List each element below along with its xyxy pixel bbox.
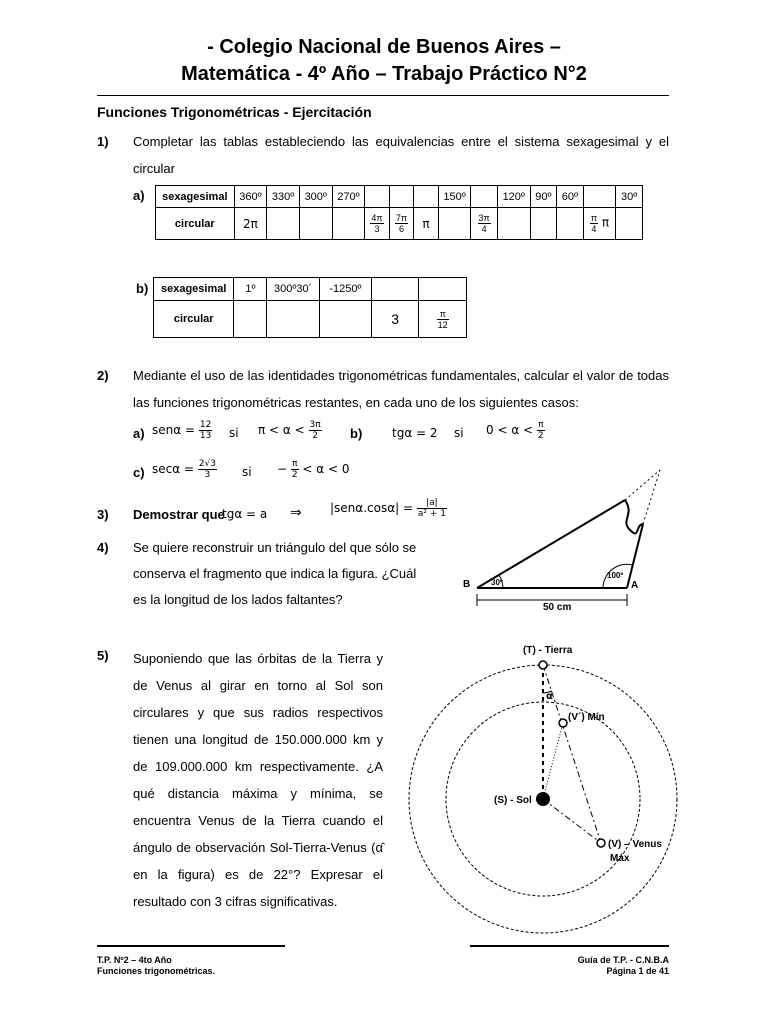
table-a-cell — [530, 208, 557, 240]
table-a-row-circular — [156, 208, 643, 240]
angle-b-label: 30º — [491, 578, 503, 587]
fraction-num: 7π — [395, 213, 408, 223]
footer-right — [469, 955, 669, 977]
ex3-expr2: |senα.cosα| = $\frac{|a|}{\text{a² + 1}}$ — [330, 498, 446, 519]
table-a-cell: 30º — [616, 186, 643, 208]
earth-label: (T) - Tierra — [523, 645, 573, 656]
sun-venus-max-line — [543, 799, 601, 843]
ex1-text-line1: Completar las tablas estableciendo las equivalencias entre el sistema sexagesimal y el — [133, 134, 669, 149]
fraction-den: a² + 1 — [417, 509, 446, 519]
footer-left-line1: T.P. Nº2 – 4to Año — [97, 955, 172, 965]
table-a-cell: 270º — [332, 186, 365, 208]
fraction-num: 12 — [199, 420, 212, 430]
table-b-row-sexagesimal — [154, 278, 467, 301]
table-b-cell — [419, 301, 467, 338]
table-a-cell: π — [414, 208, 439, 240]
max-label: Máx — [610, 853, 630, 864]
ex2-number: 2) — [97, 368, 109, 383]
ex5-line: ángulo de observación Sol-Tierra-Venus (α̂ — [133, 840, 383, 855]
ex3-text: Demostrar que — [133, 507, 225, 522]
table-a-cell — [365, 208, 390, 240]
footer-rule-left — [97, 945, 285, 947]
ex1-text-line2: circular — [133, 161, 175, 176]
venus-max-label: (V) – Venus — [608, 839, 662, 850]
fraction-den: 6 — [398, 224, 404, 234]
table-b-cell: 3 — [371, 301, 418, 338]
table-a — [155, 185, 643, 240]
footer-rule-right — [470, 945, 669, 947]
table-a-cell — [497, 208, 530, 240]
ex2-text-line2: las funciones trigonométricas restantes, en cada uno de los siguientes casos: — [133, 395, 579, 410]
header-rule — [97, 95, 669, 96]
ex2-b-condition: 0 < α < $\frac{\pi}{2}$ — [486, 420, 544, 441]
fraction-num: |a| — [417, 498, 447, 509]
vertex-b-label: B — [463, 579, 471, 590]
triangle-figure — [455, 460, 675, 615]
table-a-cell — [332, 208, 365, 240]
table-a-row2-label: circular — [156, 208, 235, 240]
venus-min-point — [559, 719, 567, 727]
table-b-cell: 300º30´ — [267, 278, 319, 301]
ex3-expr1: tgα = a — [222, 507, 268, 521]
table-a-cell — [365, 186, 390, 208]
table-b-cell — [319, 301, 371, 338]
table-a-row-sexagesimal — [156, 186, 643, 208]
fraction-den: 3 — [374, 224, 380, 234]
ex4-text-line2: conserva el fragmento que indica la figura. ¿Cuál — [133, 566, 417, 581]
ex5-line: circulares y que sus radios respectivos — [133, 705, 383, 720]
ex5-line: Suponiendo que las órbitas de la Tierra y — [133, 651, 383, 666]
table-a-cell: 60º — [557, 186, 584, 208]
ex2-text-line1: Mediante el uso de las identidades trigonométricas fundamentales, calcular el valor de todas — [133, 368, 669, 383]
footer-left-line2: Funciones trigonométricas. — [97, 966, 216, 976]
fraction-num: 2√3 — [198, 459, 217, 469]
table-a-cell — [557, 208, 584, 240]
side-b-fragment — [477, 500, 625, 588]
ex3-number: 3) — [97, 507, 109, 522]
table-a-cell — [616, 208, 643, 240]
table-a-cell — [471, 186, 498, 208]
table-a-cell — [299, 208, 332, 240]
ex2-a-label: a) — [133, 426, 145, 441]
earth-point — [539, 661, 547, 669]
ex5-line: resultado con 3 cifras significativas. — [133, 894, 338, 909]
table-a-cell — [471, 208, 498, 240]
table-a-cell — [414, 186, 439, 208]
ex5-paragraph — [133, 645, 383, 915]
ex2-a-si: si — [229, 426, 239, 440]
ex2-c-label: c) — [133, 465, 145, 480]
table-b-cell — [267, 301, 319, 338]
fraction-num: 4π — [371, 213, 383, 223]
fraction-den: 2 — [312, 431, 318, 441]
orbits-figure — [400, 635, 690, 940]
ex5-line: tienen una longitud de 150.000.000 km y — [133, 732, 383, 747]
ex1-a-label: a) — [133, 188, 145, 203]
fraction-num: π — [437, 309, 449, 320]
ex5-line: de Venus al girar en torno al Sol son — [133, 678, 383, 693]
dotted-extension-a — [643, 470, 660, 524]
header-title-line2: Matemática - 4º Año – Trabajo Práctico N°2 — [181, 63, 587, 85]
table-b-row-circular — [154, 301, 467, 338]
section-title: Funciones Trigonométricas - Ejercitación — [97, 104, 372, 120]
fraction-num: 3π — [478, 213, 490, 223]
table-a-cell — [389, 208, 414, 240]
ex2-a-condition: π < α < $\frac{3\pi}{2}$ — [258, 420, 321, 441]
table-a-cell: 150º — [438, 186, 471, 208]
fraction-num: 3π — [309, 420, 321, 430]
ex2-c-si: si — [242, 465, 252, 479]
ex2-c-condition: − $\frac{\pi}{2}$ < α < 0 — [277, 459, 350, 480]
table-b-cell: -1250º — [319, 278, 371, 301]
alpha-label: α — [546, 691, 553, 702]
ex2-c-expression: secα = $\frac{2√3}{3}$ — [152, 459, 217, 480]
table-b-cell — [371, 278, 418, 301]
footer-left — [97, 955, 215, 977]
header-title-line1: - Colegio Nacional de Buenos Aires – — [207, 36, 561, 58]
sun-venus-min-line — [543, 723, 563, 799]
fraction-den: 12 — [437, 319, 448, 330]
table-a-cell — [389, 186, 414, 208]
ex5-line: encuentra Venus de la Tierra cuando el — [133, 813, 383, 828]
broken-edge — [625, 500, 643, 533]
implies-arrow: ⇒ — [290, 505, 302, 521]
table-a-cell — [583, 186, 616, 208]
pi-symbol: π — [598, 215, 610, 230]
table-a-cell — [267, 208, 300, 240]
fraction-den: 3 — [204, 470, 211, 480]
table-a-cell: 330º — [267, 186, 300, 208]
sun-point — [536, 792, 550, 806]
vertex-a-label: A — [631, 580, 639, 591]
angle-a-label: 100º — [607, 571, 624, 580]
fraction-den: 2 — [291, 470, 298, 480]
ex4-text-line1: Se quiere reconstruir un triángulo del que sólo se — [133, 540, 417, 555]
table-a-cell — [583, 208, 616, 240]
table-a-cell: 2π — [234, 208, 267, 240]
ex2-b-si: si — [454, 426, 464, 440]
table-a-cell: 120º — [497, 186, 530, 208]
venus-min-label: (V´) Mín — [568, 712, 605, 723]
footer-right-line1: Guía de T.P. - C.N.B.A — [577, 955, 669, 965]
ex4-text-line3: es la longitud de los lados faltantes? — [133, 592, 343, 607]
table-b-row2-label: circular — [154, 301, 234, 338]
fraction-den: 4 — [481, 224, 487, 234]
dimension-label: 50 cm — [543, 602, 572, 613]
fraction-num: π — [538, 420, 544, 430]
fraction-num: π — [590, 213, 598, 223]
ex5-line: de 109.000.000 km respectivamente. ¿A — [133, 759, 383, 774]
ex5-line: qué distancia máxima y mínima, se — [133, 786, 383, 801]
dotted-extension-b — [625, 470, 660, 500]
ex5-number: 5) — [97, 648, 109, 663]
fraction-den: 4 — [591, 224, 597, 234]
table-a-cell: 300º — [299, 186, 332, 208]
ex1-b-label: b) — [136, 281, 149, 296]
table-a-row1-label: sexagesimal — [156, 186, 235, 208]
table-b-row1-label: sexagesimal — [154, 278, 234, 301]
footer-right-line2: Página 1 de 41 — [606, 966, 669, 976]
ex2-a-expression: senα = $\frac{12}{13}$ — [152, 420, 212, 441]
ex1-number: 1) — [97, 134, 109, 149]
table-b-cell — [419, 278, 467, 301]
fraction-num: π — [292, 459, 298, 469]
table-a-cell — [438, 208, 471, 240]
table-a-cell: 360º — [234, 186, 267, 208]
fraction-den: 13 — [199, 431, 212, 441]
table-b — [153, 277, 467, 338]
fraction-den: 2 — [537, 431, 544, 441]
venus-max-point — [597, 839, 605, 847]
table-b-cell: 1º — [234, 278, 267, 301]
sun-label: (S) - Sol — [494, 795, 532, 806]
ex2-b-expression: tgα = 2 — [392, 426, 438, 440]
table-b-cell — [234, 301, 267, 338]
ex2-b-label: b) — [350, 426, 363, 441]
table-a-cell: 90º — [530, 186, 557, 208]
ex5-line: en la figura) es de 22°? Expresar el — [133, 867, 383, 882]
ex4-number: 4) — [97, 540, 109, 555]
